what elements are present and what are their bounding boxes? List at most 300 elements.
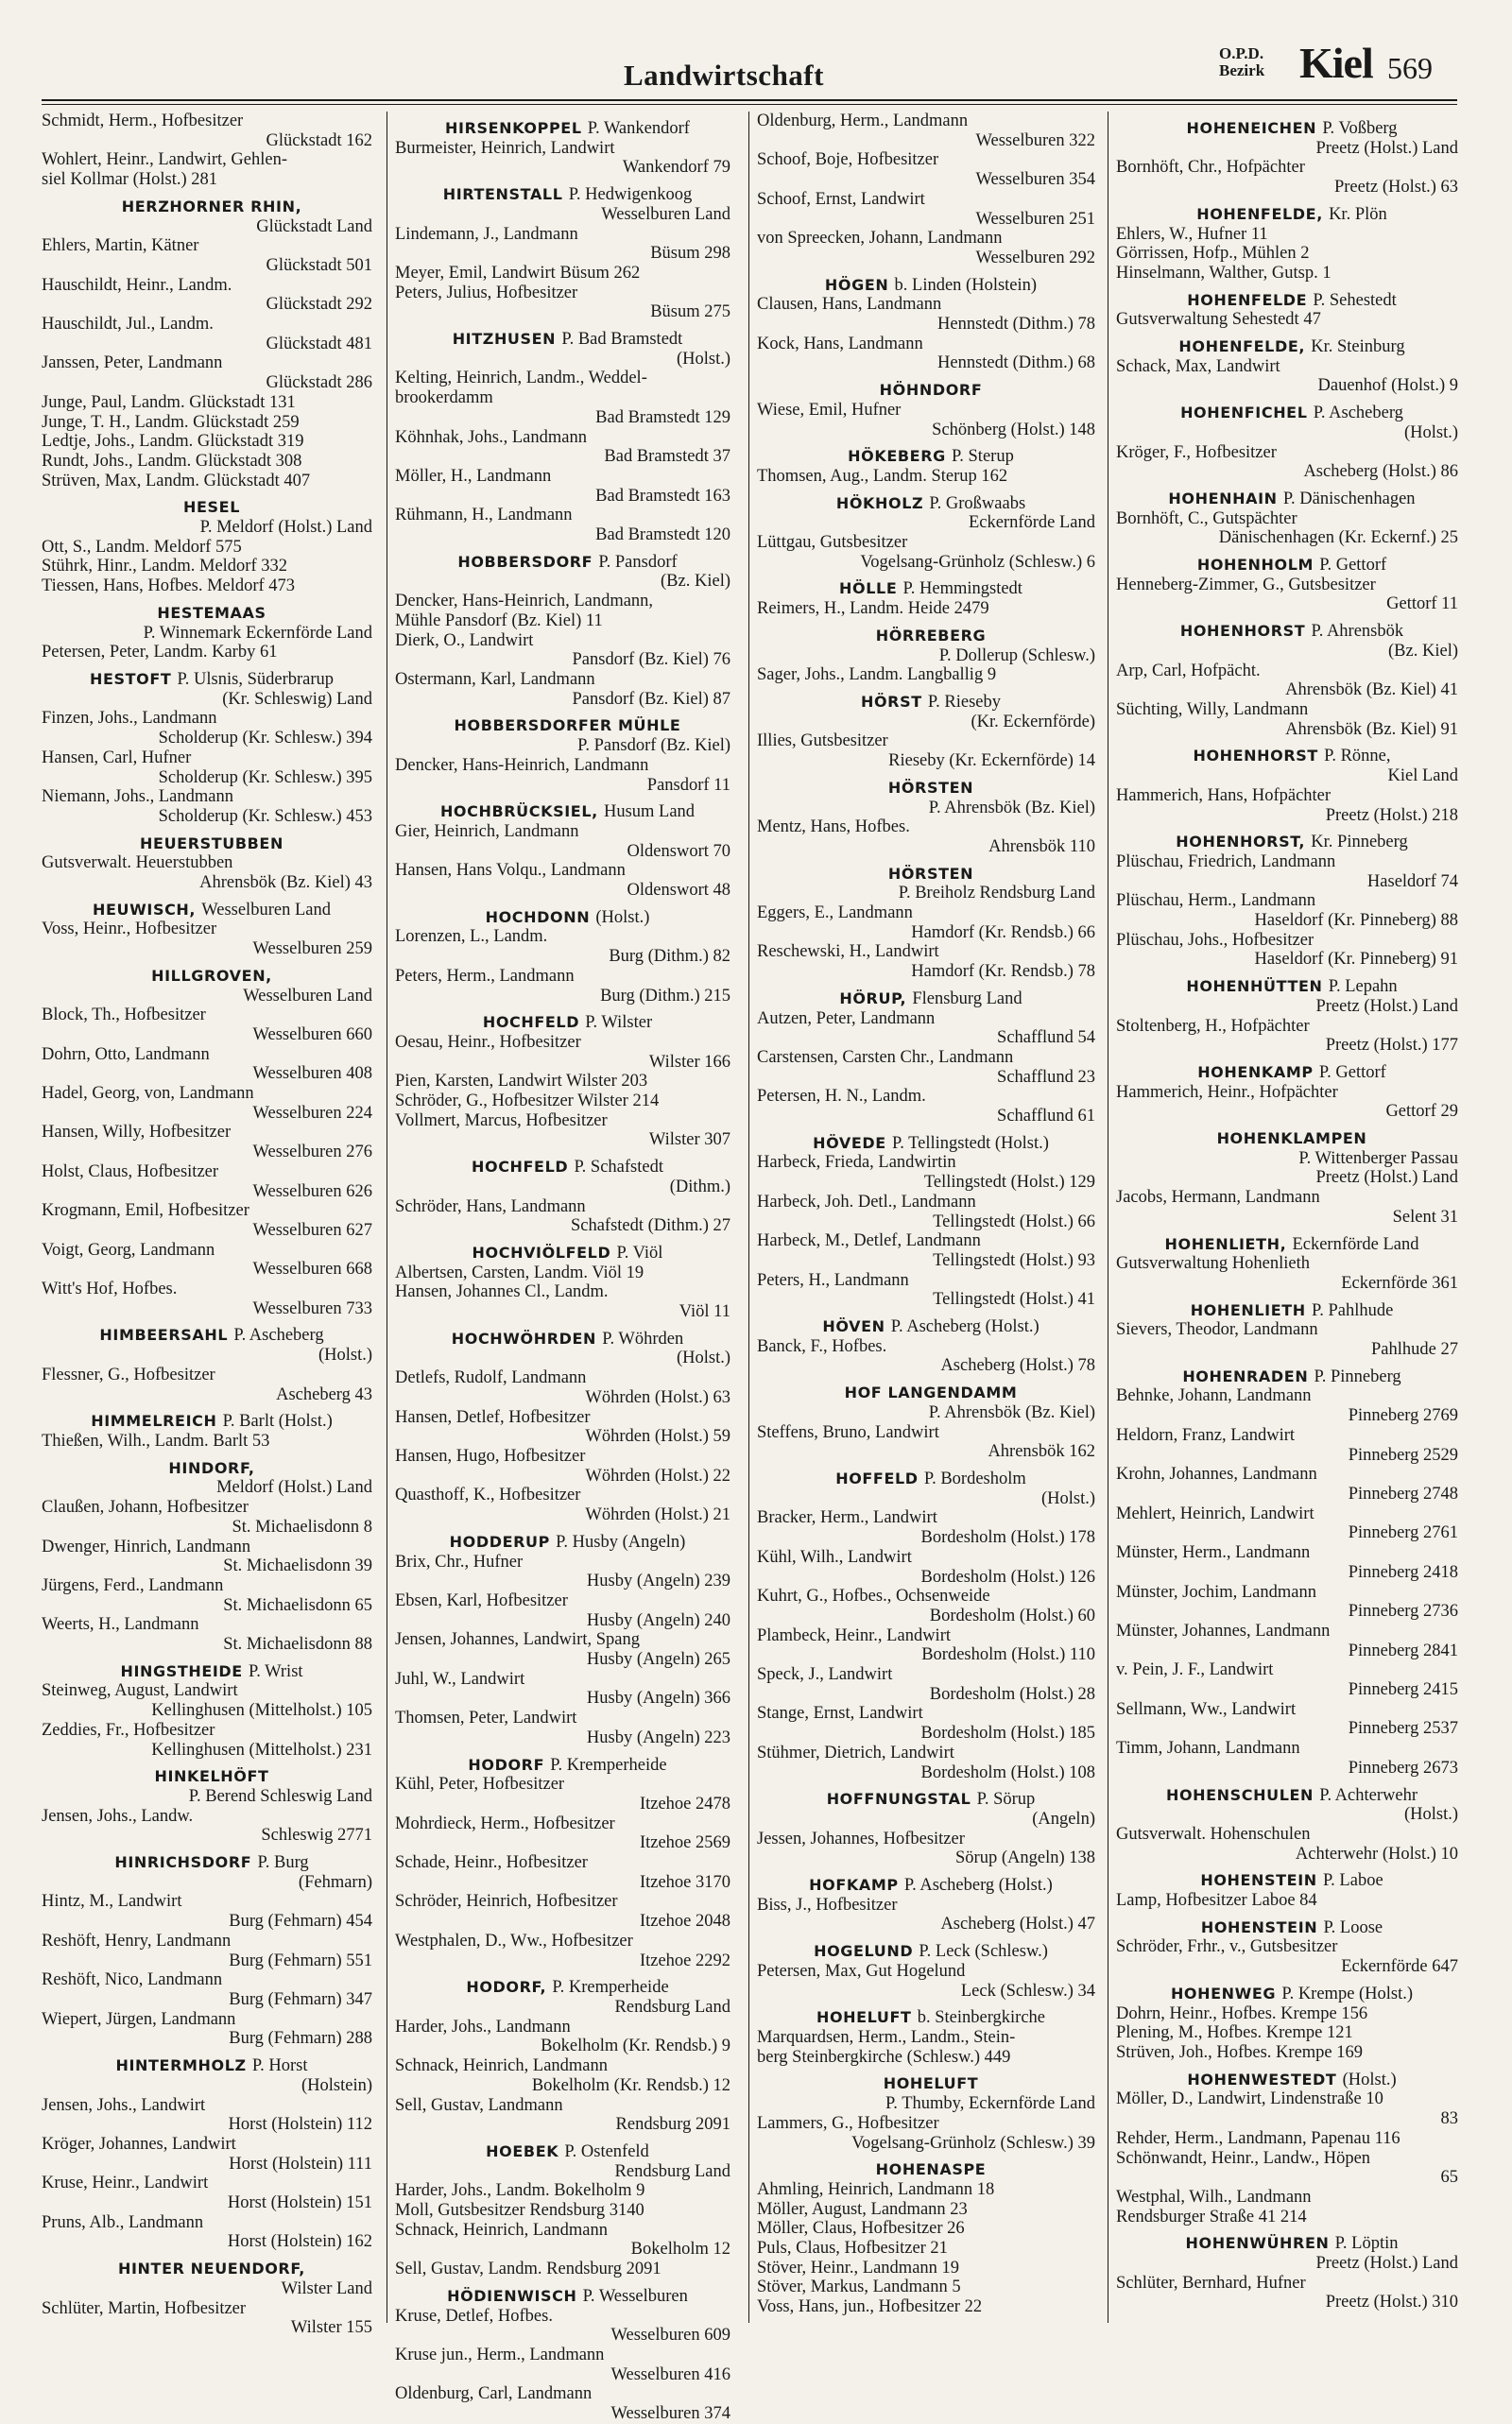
entry-name: Reschewski, H., Landwirt <box>757 942 939 962</box>
entry-name: Kruse, Detlef, Hofbes. <box>395 2306 553 2326</box>
place-heading: HOHENFICHEL P. Ascheberg <box>1180 404 1403 423</box>
entry-name: Jensen, Johannes, Landwirt, Spang <box>395 1630 640 1650</box>
entry-name: Hinselmann, Walther, Gutsp. 1 <box>1116 263 1332 283</box>
entry-name: Voss, Heinr., Hofbesitzer <box>42 920 217 939</box>
entry-location: P. Wittenberger Passau <box>1298 1148 1458 1168</box>
entry-name: Harder, Johs., Landmann <box>395 2017 571 2037</box>
entry-location: Itzehoe 3170 <box>639 1872 730 1892</box>
entry-location: Horst (Holstein) 162 <box>227 2232 372 2252</box>
entry-name: Jensen, Johs., Landw. <box>42 1806 194 1826</box>
entry-location: Wesselburen 626 <box>252 1181 372 1201</box>
place-heading: HILLGROVEN, <box>151 966 272 985</box>
entry-name: Schnack, Heinrich, Landmann <box>395 2220 609 2240</box>
entry-name: Reshöft, Henry, Landmann <box>42 1931 232 1951</box>
entry-location: Itzehoe 2478 <box>639 1794 730 1814</box>
entry-name: Meyer, Emil, Landwirt Büsum 262 <box>395 263 641 283</box>
place-heading: HESEL <box>183 498 240 517</box>
entry-name: Rundt, Johs., Landm. Glückstadt 308 <box>42 451 302 471</box>
entry-location: P. Thumby, Eckernförde Land <box>885 2094 1095 2114</box>
entry-location: Glückstadt 481 <box>266 334 372 353</box>
entry-name: Plambeck, Heinr., Landwirt <box>757 1625 951 1645</box>
entry-name: Thomsen, Aug., Landm. Sterup 162 <box>757 466 1008 486</box>
entry-name: Steinweg, August, Landwirt <box>42 1681 238 1701</box>
entry-location: Kellinghusen (Mittelholst.) 105 <box>151 1701 372 1721</box>
entry-name: Jessen, Johannes, Hofbesitzer <box>757 1829 965 1848</box>
entry-name: Hammerich, Heinr., Hofpächter <box>1116 1082 1338 1102</box>
place-heading: HOHENSTEIN P. Loose <box>1200 1917 1383 1937</box>
entry-name: brookerdamm <box>395 388 493 408</box>
header-rule <box>42 99 1457 101</box>
entry-location: Eckernförde 361 <box>1341 1273 1458 1293</box>
entry-location: St. Michaelisdonn 39 <box>223 1556 372 1576</box>
place-heading: HEUERSTUBBEN <box>140 834 284 852</box>
place-heading: HÖRREBERG <box>875 626 987 645</box>
entry-location: Wesselburen 322 <box>975 130 1095 150</box>
entry-name: Rehder, Herm., Landmann, Papenau 116 <box>1116 2128 1400 2148</box>
entry-name: Voss, Hans, jun., Hofbesitzer 22 <box>757 2297 983 2317</box>
place-heading: HÖVEN P. Ascheberg (Holst.) <box>822 1317 1040 1337</box>
entry-location: Wesselburen 374 <box>610 2404 730 2424</box>
entry-location: (Dithm.) <box>669 1177 730 1196</box>
entry-location: St. Michaelisdonn 65 <box>223 1595 372 1615</box>
entry-name: Köhnhak, Johs., Landmann <box>395 427 587 447</box>
entry-name: Kelting, Heinrich, Landm., Weddel- <box>395 369 647 388</box>
place-heading: HINKELHÖFT <box>154 1767 269 1786</box>
entry-location: P. Pansdorf (Bz. Kiel) <box>577 736 730 756</box>
entry-name: Peters, Herm., Landmann <box>395 966 575 986</box>
entry-location: Ascheberg (Holst.) 78 <box>940 1356 1095 1376</box>
entry-location: Hamdorf (Kr. Rendsb.) 78 <box>911 962 1095 982</box>
page-header <box>0 0 1512 106</box>
place-heading: HOHENHORST, Kr. Pinneberg <box>1176 833 1408 852</box>
entry-name: Hauschildt, Jul., Landm. <box>42 315 214 335</box>
entry-location: Rendsburg Land <box>614 1997 730 2017</box>
entry-location: Bokelholm (Kr. Rendsb.) 9 <box>541 2037 730 2056</box>
place-heading: HOCHDONN (Holst.) <box>485 907 650 927</box>
entry-name: Hansen, Hugo, Hofbesitzer <box>395 1447 586 1466</box>
entry-name: Jürgens, Ferd., Landmann <box>42 1575 224 1595</box>
entry-name: Münster, Herm., Landmann <box>1116 1543 1311 1563</box>
place-heading: HOHENSTEIN P. Laboe <box>1200 1871 1383 1891</box>
entry-location: (Bz. Kiel) <box>1388 641 1458 661</box>
entry-name: Moll, Gutsbesitzer Rendsburg 3140 <box>395 2201 644 2221</box>
entry-location: Wöhrden (Holst.) 59 <box>585 1427 730 1447</box>
entry-location: P. Berend Schleswig Land <box>188 1786 372 1806</box>
entry-location: Schafflund 23 <box>997 1067 1095 1087</box>
place-heading: HOCHWÖHRDEN P. Wöhrden <box>451 1329 684 1349</box>
entry-location: Oldenswort 48 <box>627 881 730 901</box>
entry-location: Pinneberg 2761 <box>1348 1523 1458 1543</box>
entry-name: Plüschau, Johs., Hofbesitzer <box>1116 930 1314 950</box>
entry-name: Ostermann, Karl, Landmann <box>395 669 595 689</box>
entry-name: Dohrn, Heinr., Hofbes. Krempe 156 <box>1116 2003 1368 2023</box>
entry-location: Meldorf (Holst.) Land <box>216 1478 372 1498</box>
entry-name: von Spreecken, Johann, Landmann <box>757 229 1003 249</box>
place-heading: HOHELUFT b. Steinbergkirche <box>816 2008 1046 2028</box>
entry-name: v. Pein, J. F., Landwirt <box>1116 1660 1274 1680</box>
entry-name: Westphal, Wilh., Landmann <box>1116 2187 1312 2207</box>
entry-location: P. Ahrensbök (Bz. Kiel) <box>928 798 1095 817</box>
entry-name: Stühmer, Dietrich, Landwirt <box>757 1743 954 1762</box>
place-heading: HOHENHOLM P. Gettorf <box>1196 556 1387 576</box>
entry-name: Ebsen, Karl, Hofbesitzer <box>395 1590 568 1610</box>
entry-location: Pansdorf (Bz. Kiel) 87 <box>572 689 730 709</box>
place-heading: HOHENHORST P. Ahrensbök <box>1179 622 1404 642</box>
entry-location: Scholderup (Kr. Schlesw.) 453 <box>158 806 372 826</box>
entry-location: Eckernförde Land <box>968 513 1095 533</box>
entry-location: (Holst.) <box>1403 1805 1458 1825</box>
entry-name: Banck, F., Hofbes. <box>757 1336 887 1356</box>
entry-name: Harbeck, M., Detlef, Landmann <box>757 1231 981 1251</box>
entry-name: Möller, D., Landwirt, Lindenstraße 10 <box>1116 2089 1383 2109</box>
entry-location: Bordesholm (Holst.) 60 <box>929 1606 1095 1625</box>
entry-name: Sellmann, Ww., Landwirt <box>1116 1699 1297 1719</box>
place-heading: HOHENASPE <box>875 2160 987 2179</box>
entry-name: Junge, Paul, Landm. Glückstadt 131 <box>42 392 296 412</box>
entry-location: (Holstein) <box>301 2075 372 2095</box>
place-heading: HÖRSTEN <box>887 864 974 883</box>
entry-location: P. Breiholz Rendsburg Land <box>898 884 1095 903</box>
entry-name: Voigt, Georg, Landmann <box>42 1240 215 1260</box>
entry-name: Speck, J., Landwirt <box>757 1665 893 1685</box>
entry-name: Kuhrt, G., Hofbes., Ochsenweide <box>757 1587 990 1607</box>
entry-name: Schmidt, Herm., Hofbesitzer <box>42 112 244 130</box>
entry-name: berg Steinbergkirche (Schlesw.) 449 <box>757 2047 1011 2067</box>
entry-name: Möller, H., Landmann <box>395 466 552 486</box>
entry-name: Timm, Johann, Landmann <box>1116 1739 1300 1759</box>
entry-name: Harbeck, Joh. Detl., Landmann <box>757 1192 976 1212</box>
entry-name: Biss, J., Hofbesitzer <box>757 1895 898 1915</box>
entry-name: Lamp, Hofbesitzer Laboe 84 <box>1116 1891 1317 1911</box>
entry-location: Wesselburen 276 <box>252 1143 372 1162</box>
entry-location: Scholderup (Kr. Schlesw.) 395 <box>158 767 372 787</box>
entry-name: Autzen, Peter, Landmann <box>757 1008 936 1028</box>
entry-location: Eckernförde 647 <box>1341 1957 1458 1977</box>
column-4 <box>1108 112 1468 2323</box>
entry-location: Wöhrden (Holst.) 63 <box>585 1387 730 1407</box>
entry-name: Pruns, Alb., Landmann <box>42 2212 204 2232</box>
entry-location: Wesselburen 733 <box>252 1298 372 1318</box>
place-heading: HINDORF, <box>168 1458 255 1477</box>
entry-location: Pinneberg 2415 <box>1348 1680 1458 1700</box>
entry-location: Husby (Angeln) 240 <box>586 1610 730 1630</box>
place-heading: HOCHFELD P. Schafstedt <box>472 1158 663 1178</box>
entry-location: Kellinghusen (Mittelholst.) 231 <box>151 1740 372 1760</box>
entry-name: Schoof, Boje, Hofbesitzer <box>757 150 939 170</box>
place-heading: HOHENFELDE, Kr. Steinburg <box>1178 337 1405 357</box>
entry-name: Oldenburg, Carl, Landmann <box>395 2384 593 2404</box>
place-heading: HOHENEICHEN P. Voßberg <box>1186 119 1398 138</box>
entry-location: (Bz. Kiel) <box>661 572 730 592</box>
entry-location: (Fehmarn) <box>298 1872 372 1892</box>
place-heading: HOHENLIETH, Eckernförde Land <box>1164 1234 1419 1254</box>
entry-location: (Kr. Eckernförde) <box>971 712 1095 731</box>
entry-location: P. Meldorf (Holst.) Land <box>199 518 372 538</box>
column-2 <box>387 112 740 2424</box>
entry-name: Carstensen, Carsten Chr., Landmann <box>757 1047 1014 1067</box>
entry-name: Oesau, Heinr., Hofbesitzer <box>395 1032 581 1052</box>
entry-location: Tellingstedt (Holst.) 93 <box>933 1250 1095 1270</box>
entry-name: Peters, Julius, Hofbesitzer <box>395 283 578 302</box>
entry-location: Preetz (Holst.) Land <box>1315 138 1458 158</box>
place-heading: HÖHNDORF <box>879 381 983 400</box>
entry-location: Wesselburen 408 <box>252 1064 372 1084</box>
entry-name: Ledtje, Johs., Landm. Glückstadt 319 <box>42 432 304 452</box>
entry-name: Weerts, H., Landmann <box>42 1615 199 1635</box>
place-heading: HOFKAMP P. Ascheberg (Holst.) <box>809 1876 1053 1896</box>
entry-location: Glückstadt 501 <box>266 255 372 275</box>
entry-name: Ahmling, Heinrich, Landmann 18 <box>757 2179 995 2199</box>
entry-name: Kock, Hans, Landmann <box>757 334 923 353</box>
entry-location: Wilster 307 <box>648 1130 730 1150</box>
entry-name: Schröder, Heinrich, Hofbesitzer <box>395 1892 618 1912</box>
entry-name: Wiese, Emil, Hufner <box>757 400 902 420</box>
place-heading: HOHENFELDE P. Sehestedt <box>1187 290 1397 310</box>
place-heading: HÖVEDE P. Tellingstedt (Holst.) <box>813 1133 1049 1153</box>
entry-location: Husby (Angeln) 265 <box>586 1650 730 1670</box>
entry-name: Kruse, Heinr., Landwirt <box>42 2174 209 2193</box>
entry-name: Juhl, W., Landwirt <box>395 1669 525 1689</box>
entry-location: Hennstedt (Dithm.) 68 <box>937 353 1095 373</box>
entry-location: Schafflund 61 <box>997 1107 1095 1126</box>
entry-location: Ahrensbök 110 <box>988 836 1095 856</box>
entry-name: Mehlert, Heinrich, Landwirt <box>1116 1504 1314 1523</box>
entry-name: Ehlers, W., Hufner 11 <box>1116 224 1268 244</box>
header-rule-thin <box>42 104 1457 105</box>
entry-name: Schröder, Frhr., v., Gutsbesitzer <box>1116 1937 1338 1957</box>
entry-name: Harder, Johs., Landm. Bokelholm 9 <box>395 2181 645 2201</box>
entry-name: Flessner, G., Hofbesitzer <box>42 1365 215 1384</box>
entry-location: Wesselburen 416 <box>610 2364 730 2384</box>
entry-location: Preetz (Holst.) Land <box>1315 1168 1458 1188</box>
entry-location: Pahlhude 27 <box>1371 1340 1458 1360</box>
entry-name: Kruse jun., Herm., Landmann <box>395 2345 605 2364</box>
entry-name: Dohrn, Otto, Landmann <box>42 1044 210 1064</box>
entry-name: Peters, H., Landmann <box>757 1270 909 1290</box>
place-heading: HOHENSCHULEN P. Achterwehr <box>1165 1785 1418 1805</box>
entry-location: Bad Bramstedt 163 <box>595 486 730 506</box>
entry-name: Bracker, Herm., Landwirt <box>757 1508 937 1528</box>
place-heading: HOHENRADEN P. Pinneberg <box>1182 1367 1401 1386</box>
entry-location: Glückstadt 286 <box>266 373 372 393</box>
entry-location: Rendsburg Land <box>614 2161 730 2181</box>
entry-location: Preetz (Holst.) Land <box>1315 996 1458 1016</box>
entry-name: Gutsverwaltung Sehestedt 47 <box>1116 310 1321 330</box>
entry-name: Westphalen, D., Ww., Hofbesitzer <box>395 1931 633 1951</box>
entry-name: Bornhöft, C., Gutspächter <box>1116 508 1297 528</box>
entry-location: Schleswig 2771 <box>261 1826 372 1846</box>
entry-name: Lorenzen, L., Landm. <box>395 927 548 947</box>
entry-location: Pinneberg 2769 <box>1348 1406 1458 1426</box>
entry-location: Pinneberg 2841 <box>1348 1641 1458 1660</box>
place-heading: HOBBERSDORF P. Pansdorf <box>457 552 678 572</box>
entry-name: Hansen, Hans Volqu., Landmann <box>395 861 626 881</box>
entry-location: Bordesholm (Holst.) 108 <box>920 1762 1095 1782</box>
entry-name: Lindemann, J., Landmann <box>395 224 578 244</box>
entry-location: Vogelsang-Grünholz (Schlesw.) 39 <box>851 2133 1095 2153</box>
entry-name: Thomsen, Peter, Landwirt <box>395 1709 577 1728</box>
entry-name: Strüven, Joh., Hofbes. Krempe 169 <box>1116 2042 1364 2062</box>
place-heading: HITZHUSEN P. Bad Bramstedt <box>452 330 683 350</box>
entry-name: Stange, Ernst, Landwirt <box>757 1704 923 1724</box>
entry-location: Vogelsang-Grünholz (Schlesw.) 6 <box>860 552 1095 572</box>
entry-name: Puls, Claus, Hofbesitzer 21 <box>757 2239 948 2259</box>
page-number: 569 <box>1387 51 1433 85</box>
place-heading: HOHENWEG P. Krempe (Holst.) <box>1170 1984 1414 2003</box>
entry-location: Büsum 298 <box>650 244 730 264</box>
place-heading: HINGSTHEIDE P. Wrist <box>120 1661 303 1681</box>
entry-name: Heldorn, Franz, Landwirt <box>1116 1425 1296 1445</box>
place-heading: HOHENFELDE, Kr. Plön <box>1196 204 1387 224</box>
entry-location: Burg (Dithm.) 82 <box>609 947 730 967</box>
entry-location: Oldenswort 70 <box>627 841 730 861</box>
entry-location: Itzehoe 2292 <box>639 1951 730 1970</box>
entry-location: Pansdorf (Bz. Kiel) 76 <box>572 650 730 670</box>
entry-location: Bokelholm 12 <box>630 2240 730 2260</box>
place-heading: HOHELUFT <box>883 2074 979 2093</box>
place-heading: HOHENWÜHREN P. Löptin <box>1185 2234 1399 2254</box>
entry-location: Preetz (Holst.) 177 <box>1325 1036 1458 1056</box>
entry-location: Bad Bramstedt 37 <box>604 447 730 467</box>
entry-location: Viöl 11 <box>679 1302 730 1322</box>
entry-name: Schönwandt, Heinr., Landw., Höpen <box>1116 2148 1371 2168</box>
entry-location: Husby (Angeln) 239 <box>586 1572 730 1591</box>
entry-location: Dauenhof (Holst.) 9 <box>1317 376 1458 396</box>
place-heading: HÖRST P. Rieseby <box>860 692 1001 712</box>
entry-location: Dänischenhagen (Kr. Eckernf.) 25 <box>1218 528 1458 548</box>
entry-name: Henneberg-Zimmer, G., Gutsbesitzer <box>1116 575 1376 594</box>
entry-location: Preetz (Holst.) 218 <box>1325 805 1458 825</box>
entry-name: Mohrdieck, Herm., Hofbesitzer <box>395 1814 615 1833</box>
entry-name: Illies, Gutsbesitzer <box>757 731 888 751</box>
entry-name: Möller, Claus, Hofbesitzer 26 <box>757 2219 965 2239</box>
entry-name: Harbeck, Frieda, Landwirtin <box>757 1153 956 1173</box>
entry-location: Wesselburen 354 <box>975 170 1095 190</box>
entry-location: Horst (Holstein) 112 <box>228 2115 372 2135</box>
place-heading: HOCHBRÜCKSIEL, Husum Land <box>439 802 696 822</box>
entry-location: Pansdorf 11 <box>646 775 730 795</box>
column-3 <box>748 112 1105 2323</box>
entry-name: Hintz, M., Landwirt <box>42 1892 182 1912</box>
entry-location: Preetz (Holst.) 63 <box>1333 178 1458 198</box>
entry-location: Itzehoe 2048 <box>639 1912 730 1932</box>
place-heading: HOGELUND P. Leck (Schlesw.) <box>814 1942 1048 1962</box>
entry-name: Claußen, Johann, Hofbesitzer <box>42 1498 249 1518</box>
entry-name: Strüven, Max, Landm. Glückstadt 407 <box>42 471 311 490</box>
place-heading: HOF LANGENDAMM <box>844 1384 1018 1402</box>
entry-name: Kröger, F., Hofbesitzer <box>1116 442 1277 462</box>
entry-name: Dencker, Hans-Heinrich, Landmann, <box>395 592 654 611</box>
entry-location: Bordesholm (Holst.) 178 <box>920 1528 1095 1548</box>
entry-name: Finzen, Johs., Landmann <box>42 709 217 729</box>
entry-location: Ascheberg 43 <box>276 1384 372 1404</box>
entry-location: Wesselburen 609 <box>610 2326 730 2346</box>
entry-name: Mentz, Hans, Hofbes. <box>757 817 910 837</box>
entry-location: Tellingstedt (Holst.) 129 <box>923 1173 1095 1193</box>
entry-location: Bordesholm (Holst.) 185 <box>920 1724 1095 1744</box>
entry-name: Schoof, Ernst, Landwirt <box>757 189 925 209</box>
entry-location: Ahrensbök (Bz. Kiel) 43 <box>199 873 372 893</box>
entry-name: Zeddies, Fr., Hofbesitzer <box>42 1720 215 1740</box>
entry-name: Hammerich, Hans, Hofpächter <box>1116 785 1332 805</box>
entry-name: Junge, T. H., Landm. Glückstadt 259 <box>42 412 300 432</box>
place-heading: HESTEMAAS <box>157 603 266 622</box>
entry-location: Bordesholm (Holst.) 110 <box>921 1645 1095 1665</box>
entry-location: Wesselburen 668 <box>252 1260 372 1280</box>
entry-name: Hansen, Detlef, Hofbesitzer <box>395 1407 591 1427</box>
place-heading: HOHENKLAMPEN <box>1216 1129 1367 1148</box>
entry-name: Münster, Jochim, Landmann <box>1116 1582 1316 1602</box>
bezirk-label: Bezirk <box>1219 61 1265 79</box>
entry-location: Sörup (Angeln) 138 <box>955 1848 1095 1868</box>
entry-name: Stührk, Hinr., Landm. Meldorf 332 <box>42 557 288 576</box>
entry-name: Schröder, G., Hofbesitzer Wilster 214 <box>395 1092 660 1111</box>
place-heading: HÖDIENWISCH P. Wesselburen <box>447 2286 688 2306</box>
entry-name: Gier, Heinrich, Landmann <box>395 821 579 841</box>
entry-location: Achterwehr (Holst.) 10 <box>1295 1844 1458 1864</box>
place-heading: HÖKEBERG P. Sterup <box>848 447 1014 467</box>
place-heading: HOHENKAMP P. Gettorf <box>1197 1062 1386 1082</box>
entry-name: Lammers, G., Hofbesitzer <box>757 2113 939 2133</box>
entry-name: Schnack, Heinrich, Landmann <box>395 2056 609 2076</box>
place-heading: HOHENHORST P. Rönne, <box>1193 747 1391 766</box>
entry-name: Arp, Carl, Hofpächt. <box>1116 661 1261 680</box>
entry-name: Holst, Claus, Hofbesitzer <box>42 1161 219 1181</box>
entry-location: Gettorf 11 <box>1386 594 1458 614</box>
entry-name: Bornhöft, Chr., Hofpächter <box>1116 158 1305 178</box>
entry-location: Haseldorf (Kr. Pinneberg) 91 <box>1254 950 1458 970</box>
entry-name: Jacobs, Hermann, Landmann <box>1116 1188 1320 1208</box>
entry-name: Eggers, E., Landmann <box>757 903 913 923</box>
place-heading: HEUWISCH, Wesselburen Land <box>93 900 331 920</box>
entry-location: Pinneberg 2537 <box>1348 1719 1458 1739</box>
entry-name: Wohlert, Heinr., Landwirt, Gehlen- <box>42 150 288 170</box>
entry-location: Ahrensbök 162 <box>988 1442 1095 1462</box>
entry-name: Schack, Max, Landwirt <box>1116 356 1280 376</box>
place-heading: HESTOFT P. Ulsnis, Süderbrarup <box>89 669 335 689</box>
place-heading: HIRTENSTALL P. Hedwigenkoog <box>442 185 693 205</box>
place-heading: HIMBEERSAHL P. Ascheberg <box>99 1326 324 1346</box>
entry-location: Pinneberg 2418 <box>1348 1562 1458 1582</box>
entry-name: Petersen, H. N., Landm. <box>757 1087 926 1107</box>
entry-location: Husby (Angeln) 223 <box>586 1728 730 1747</box>
entry-name: Petersen, Peter, Landm. Karby 61 <box>42 643 278 662</box>
entry-name: Gutsverwalt. Heuerstubben <box>42 853 233 873</box>
entry-location: Burg (Fehmarn) 551 <box>229 1951 372 1970</box>
entry-name: Witt's Hof, Hofbes. <box>42 1280 178 1299</box>
entry-location: Wilster Land <box>281 2278 372 2298</box>
entry-name: Plening, M., Hofbes. Krempe 121 <box>1116 2023 1353 2043</box>
entry-name: Schlüter, Bernhard, Hufner <box>1116 2273 1306 2293</box>
entry-name: Görrissen, Hofp., Mühlen 2 <box>1116 244 1310 264</box>
entry-location: Wöhrden (Holst.) 22 <box>585 1466 730 1486</box>
entry-location: Haseldorf 74 <box>1366 871 1458 891</box>
district-city: Kiel <box>1299 39 1373 87</box>
entry-name: Schröder, Hans, Landmann <box>395 1196 586 1216</box>
entry-name: Stoltenberg, H., Hofpächter <box>1116 1016 1310 1036</box>
entry-name: Sievers, Theodor, Landmann <box>1116 1320 1318 1340</box>
entry-name: Stöver, Markus, Landmann 5 <box>757 2278 961 2297</box>
place-heading: HOHENHÜTTEN P. Lepahn <box>1186 977 1398 997</box>
entry-location: Burg (Fehmarn) 288 <box>229 2029 372 2049</box>
entry-location: Itzehoe 2569 <box>639 1833 730 1853</box>
entry-location: Bordesholm (Holst.) 126 <box>920 1567 1095 1587</box>
entry-name: Pien, Karsten, Landwirt Wilster 203 <box>395 1072 648 1092</box>
entry-location: Wilster 155 <box>290 2318 372 2338</box>
entry-name: Oldenburg, Herm., Landmann <box>757 112 969 130</box>
entry-location: Wesselburen Land <box>243 986 372 1006</box>
entry-name: Sell, Gustav, Landm. Rendsburg 2091 <box>395 2260 662 2279</box>
